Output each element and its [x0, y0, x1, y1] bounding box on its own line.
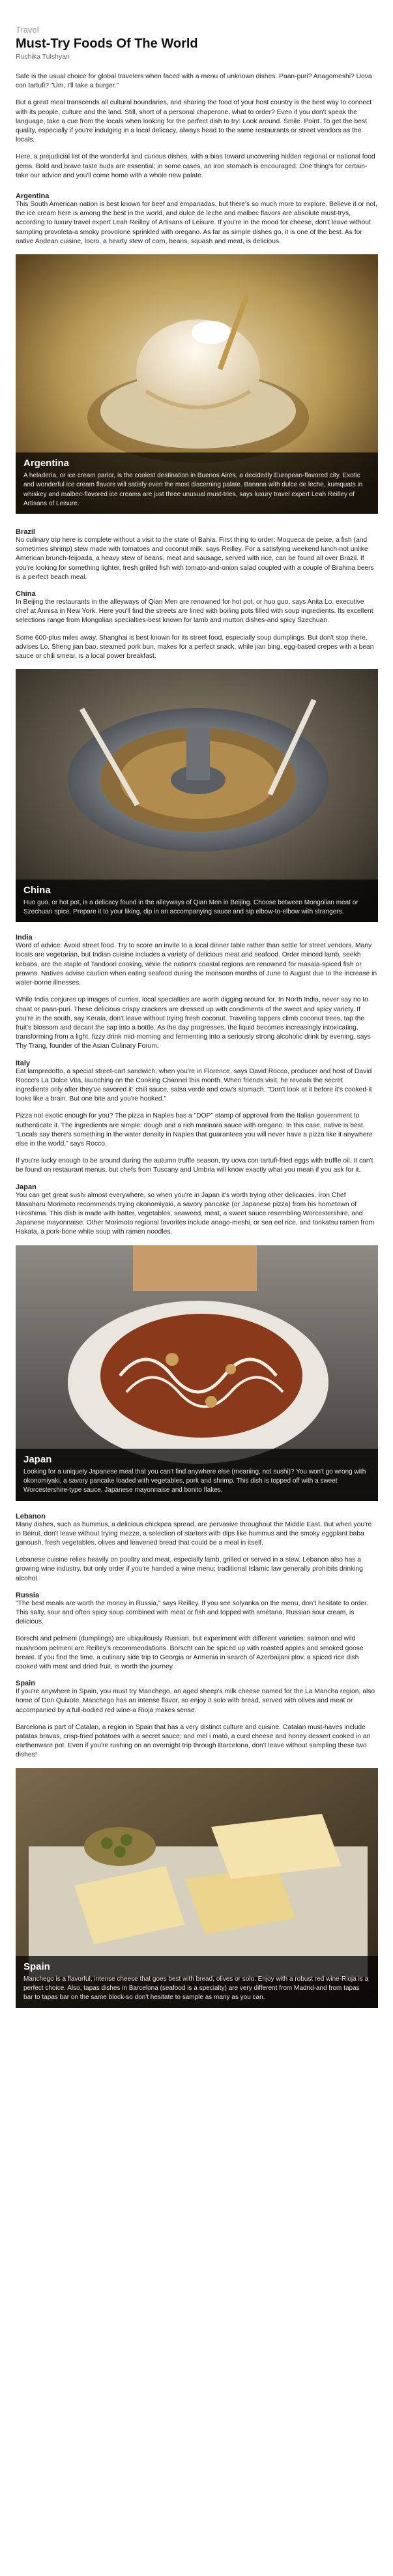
heading-lebanon: Lebanon [16, 1512, 46, 1520]
intro-paragraph-1: Safe is the usual choice for global travelers when faced with a menu of unknown dishes. Paan-puri? Anagomeshi? Uova con tartufi? "Um, I'll take a burger." [16, 73, 372, 90]
china-text-2: Some 600-plus miles away, Shanghai is best known for its street food, especially soup dumplings. But don't stop there, advises Lo. Sheng jian bao, steamed pork bun, makes for a perfect snack, while jian bing, egg-based crepes with a bean sauce or chili smear, is a local power breakfast. [16, 634, 374, 660]
author-byline[interactable]: Ruchika Tulshyan [16, 53, 70, 61]
italy-text-3: If you're lucky enough to be around during the autumn truffle season, try uova con tartufi-fried eggs with truffle oil. It can't be found on restaurant menus, but chefs from Tuscany and Umbria will know exactly what you mean if you ask for it. [16, 1157, 373, 1174]
india-text-2: While India conjures up images of curries, local specialties are worth digging around for. In North India, never say no to chaat or paan-puri. These delicious crispy crackers are dressed up with condiments of the sweet and spicy variety. If you're in the south, say Kerala, don't leave without trying fresh coconut. Traveling tappers climb coconut trees, tap the fruit's blossom and decant the sap into a bottle. As the day progresses, the liquid becomes increasingly intoxicating, transforming from a light, fizzy drink mid-morning and fermenting into a seriously strong alcoholic drink by evening, says Thy Trang, founder of the Asian Culinary Forum. [16, 996, 371, 1050]
spain-caption-title: Spain [23, 1961, 50, 1973]
heading-spain: Spain [16, 1680, 35, 1688]
india-text-1: Word of advice: Avoid street food. Try to score an invite to a local dinner table rather than settle for street vendors. Many locals are vegetarian, but Indian cuisine includes a variety of delicious meat and seafood. Order minced lamb, seekh kebabs, are the staple of Tandoori cooking, while the nation's coastal regions are renowned for masala-spiced fish or prawns. Natives advise caution when eating seafood during the monsoon months of June to August due to the increase in water-borne illnesses. [16, 942, 377, 987]
spain-text-2: Barcelona is part of Catalan, a region in Spain that has a very distinct culture and cuisine. Catalan must-haves include patatas bravas, crisp-fried potatoes with a secret sauce; and mel i mató, a curd cheese and honey dessert cooked in an earthenware pot. Even if you're rushing on an overnight trip through Barcelona, don't leave without sampling these two dishes! [16, 1723, 371, 1759]
brazil-text: No culinary trip here is complete without a visit to the state of Bahia. First thing to order: Moqueca de peixe, a fish (and sometimes shrimp) stew made with tomatoes and coconut milk, says Reilley. For a satisfying weekend lunch-not unlike American brunch-feijoada, a heavy stew of beans, meat and sausage, served with rice, can be found all over Brazil. If you're looking for something lighter, fresh grilled fish with tomato-and-onion salad coupled with a couple of Brahma beers is a perfect beach meal. [16, 537, 374, 581]
lebanon-text-1: Many dishes, such as hummus, a delicious chickpea spread, are pervasive throughout the Middle East. But when you're in Beirut, don't leave without trying mezze, a selection of starters with dips like hummus and the smoky eggplant baba ganoush, fresh vegetables, olives and leavened bread that could be a meal in itself. [16, 1520, 372, 1547]
lebanon-text-2: Lebanese cuisine relies heavily on poultry and meat, especially lamb, grilled or served in a stew. Lebanon also has a growing wine industry, but only order if you're handed a wine menu; traditional Islamic law generally prohibits drinking alcohol. [16, 1556, 363, 1582]
russia-text-2: Borscht and pelmeni (dumplings) are ubiquitously Russian, but experiment with different varieties: salmon and wild mushroom pelmeni are Reilley's recommendations. Borscht can be spiced up with roasted apples and smoked goose breast. If you find the time, a culinary side trip to Georgia or Armenia in search of Azerbaijani plov, a spiced rice dish cooked with meat and dried fruit, is worth the journey. [16, 1635, 364, 1670]
china-text-1: In Beijing the restaurants in the alleyways of Qian Men are renowned for hot pot, or huo guo, says Anita Lo, executive chef at Annisa in New York. Here you'll find the streets are lined with boiling pots filled with soup ingredients. Its excellent selections range from Mongolian specialties-best known for lamb and mutton dishes-and spicy Szechuan. [16, 599, 373, 625]
italy-text-1: Eat lampredotto, a special street-cart sandwich, when you're in Florence, says David Rocco, producer and host of David Rocco's La Dolce Vita, launching on the Cooking Channel this month. When friends visit, he reveals the secret ingredients only after they've savored it: chili sauce, salsa verde and cow's stomach. "Don't look at it before it's cooked-it looks like a brain. But one bite and you're hooked." [16, 1067, 372, 1103]
article [16, 0, 377, 2008]
argentina-caption-title: Argentina [23, 458, 70, 469]
argentina-caption [16, 452, 378, 514]
argentina-caption-text: A heladeria, or ice cream parlor, is the coolest destination in Buenos Aires, a decidedly European-flavored city. Exotic and wonderful ice cream flavors will satisfy even the most discerning palate. Banana with dulce de leche, kumquats in whiskey and malbec-flavored ice creams are just three unusual must-tries, says luxury travel expert Leah Reilley of Artisans of Leisure. [23, 472, 363, 507]
china-caption-title: China [23, 884, 51, 896]
argentina-photo [16, 254, 378, 514]
china-caption-text: Huo guo, or hot pot, is a delicacy found in the alleyways of Qian Men in Beijing. Choose between Mongolian meat or Szechuan spice. Prepare it to your liking, dip in an accompanying sauce and sip elbow-to-elbow with strangers. [23, 898, 358, 916]
heading-italy: Italy [16, 1059, 31, 1067]
heading-japan: Japan [16, 1183, 36, 1191]
section-label[interactable]: Travel [16, 25, 39, 35]
china-photo [16, 669, 378, 922]
japan-caption-title: Japan [23, 1454, 52, 1465]
japan-text: You can get great sushi almost everywhere, so when you're in Japan it's worth trying other delicacies. Iron Chef Masaharu Morimoto recommends trying okonomiyaki, a savory pancake (or Japanese pizza) from his hometown of Hiroshima. This dish is made with batter, vegetables, seaweed, meat, a sweet sauce resembling Worcestershire, and Japanese mayonnaise. Other Morimoto regional favorites include anago-meshi, or sea eel rice, and tonkatsu ramen from Hakata, a pork-bone white soup with ramen noodles. [16, 1191, 375, 1236]
intro-paragraph-2: But a great meal transcends all cultural boundaries, and sharing the food of your host country is the best way to connect with its people, culture and the land. Still, short of a personal chaperone, what to order? Even if you don't speak the language, take a cue from the locals when looking for the perfect dish to try: Look around. Smile. Point. To get the best quality, especially if you're indulging in a local delicacy, always head to the same restaurants or street vendors as the locals. [16, 99, 372, 144]
italy-text-2: Pizza not exotic enough for you? The pizza in Naples has a "DOP" stamp of approval from the Italian government to authenticate it. The ingredients are simple: dough and a rich marinara sauce with oregano. In this case, native is best. "Locals say there's something in the water density in Naples that guarantees you will never have a pizza like it anywhere else in the world," says Rocco. [16, 1112, 373, 1147]
spain-caption-text: Manchego is a flavorful, intense cheese that goes best with bread, olives or solo. Enjoy with a robust red wine-Rioja is a perfect choice. Also, tapas dishes in Barcelona (seafood is a specialty) are very different from Madrid-and from tapas bar to tapas bar on the same block-so don't hesitate to sample as many as you can. [23, 1976, 369, 2002]
heading-india: India [16, 934, 33, 942]
spain-caption [16, 1956, 378, 2008]
japan-caption [16, 1449, 378, 1501]
japan-caption-text: Looking for a uniquely Japanese meal that you can't find anywhere else (meaning, not sushi)? You won't go wrong with okonomiyaki, a savory pancake loaded with vegetables, pork and shrimp. This dish is topped off with a sweet Worcestershire-type sauce, Japanese mayonnaise and bonito flakes. [23, 1468, 366, 1494]
china-caption [16, 880, 378, 922]
heading-russia: Russia [16, 1591, 40, 1599]
argentina-text: This South American nation is best known for beef and empanadas, but there's so much more to explore. Believe it or not, the ice cream here is among the best in the world, and dulce de leche and malbec flavors are absolute must-trys, according to luxury travel expert Leah Reilley of Artisans of Leisure. If you're in the mood for cheese, don't leave without sampling provoleta-a smoky provolone sprinkled with oregano. As far as simple dishes go, it is one of the best. As for native Andean cuisine, locro, a hearty stew of corn, beans, squash and meat, is delicious. [16, 201, 377, 245]
page-title: Must-Try Foods Of The World [16, 37, 198, 51]
heading-china: China [16, 590, 36, 599]
spain-photo [16, 1768, 378, 2008]
russia-text-1: "The best meals are worth the money in Russia," says Reilley. If you see solyanka on the menu, don't hesitate to order. This salty, sour and often spicy soup combined with meat or fish and topped with smetana, Russian sour cream, is delicious. [16, 1599, 368, 1626]
spain-text-1: If you're anywhere in Spain, you must try Manchego, an aged sheep's milk cheese named for the La Mancha region, also home of Don Quixote. Manchego has an intense flavor, so enjoy it solo with bread, served with olives and meat or accompanied by a full-bodied red wine-a Rioja makes sense. [16, 1688, 375, 1714]
heading-argentina: Argentina [16, 192, 50, 201]
japan-photo [16, 1245, 378, 1501]
heading-brazil: Brazil [16, 528, 35, 537]
intro-paragraph-3: Here, a prejudicial list of the wonderful and curious dishes, with a bias toward uncovering hidden regional or national food gems. Bold and brave taste buds are essential; in some cases, an iron stomach is encouraged. One thing's for certain-take our advice and you'll come home with a whole new palate. [16, 153, 375, 179]
